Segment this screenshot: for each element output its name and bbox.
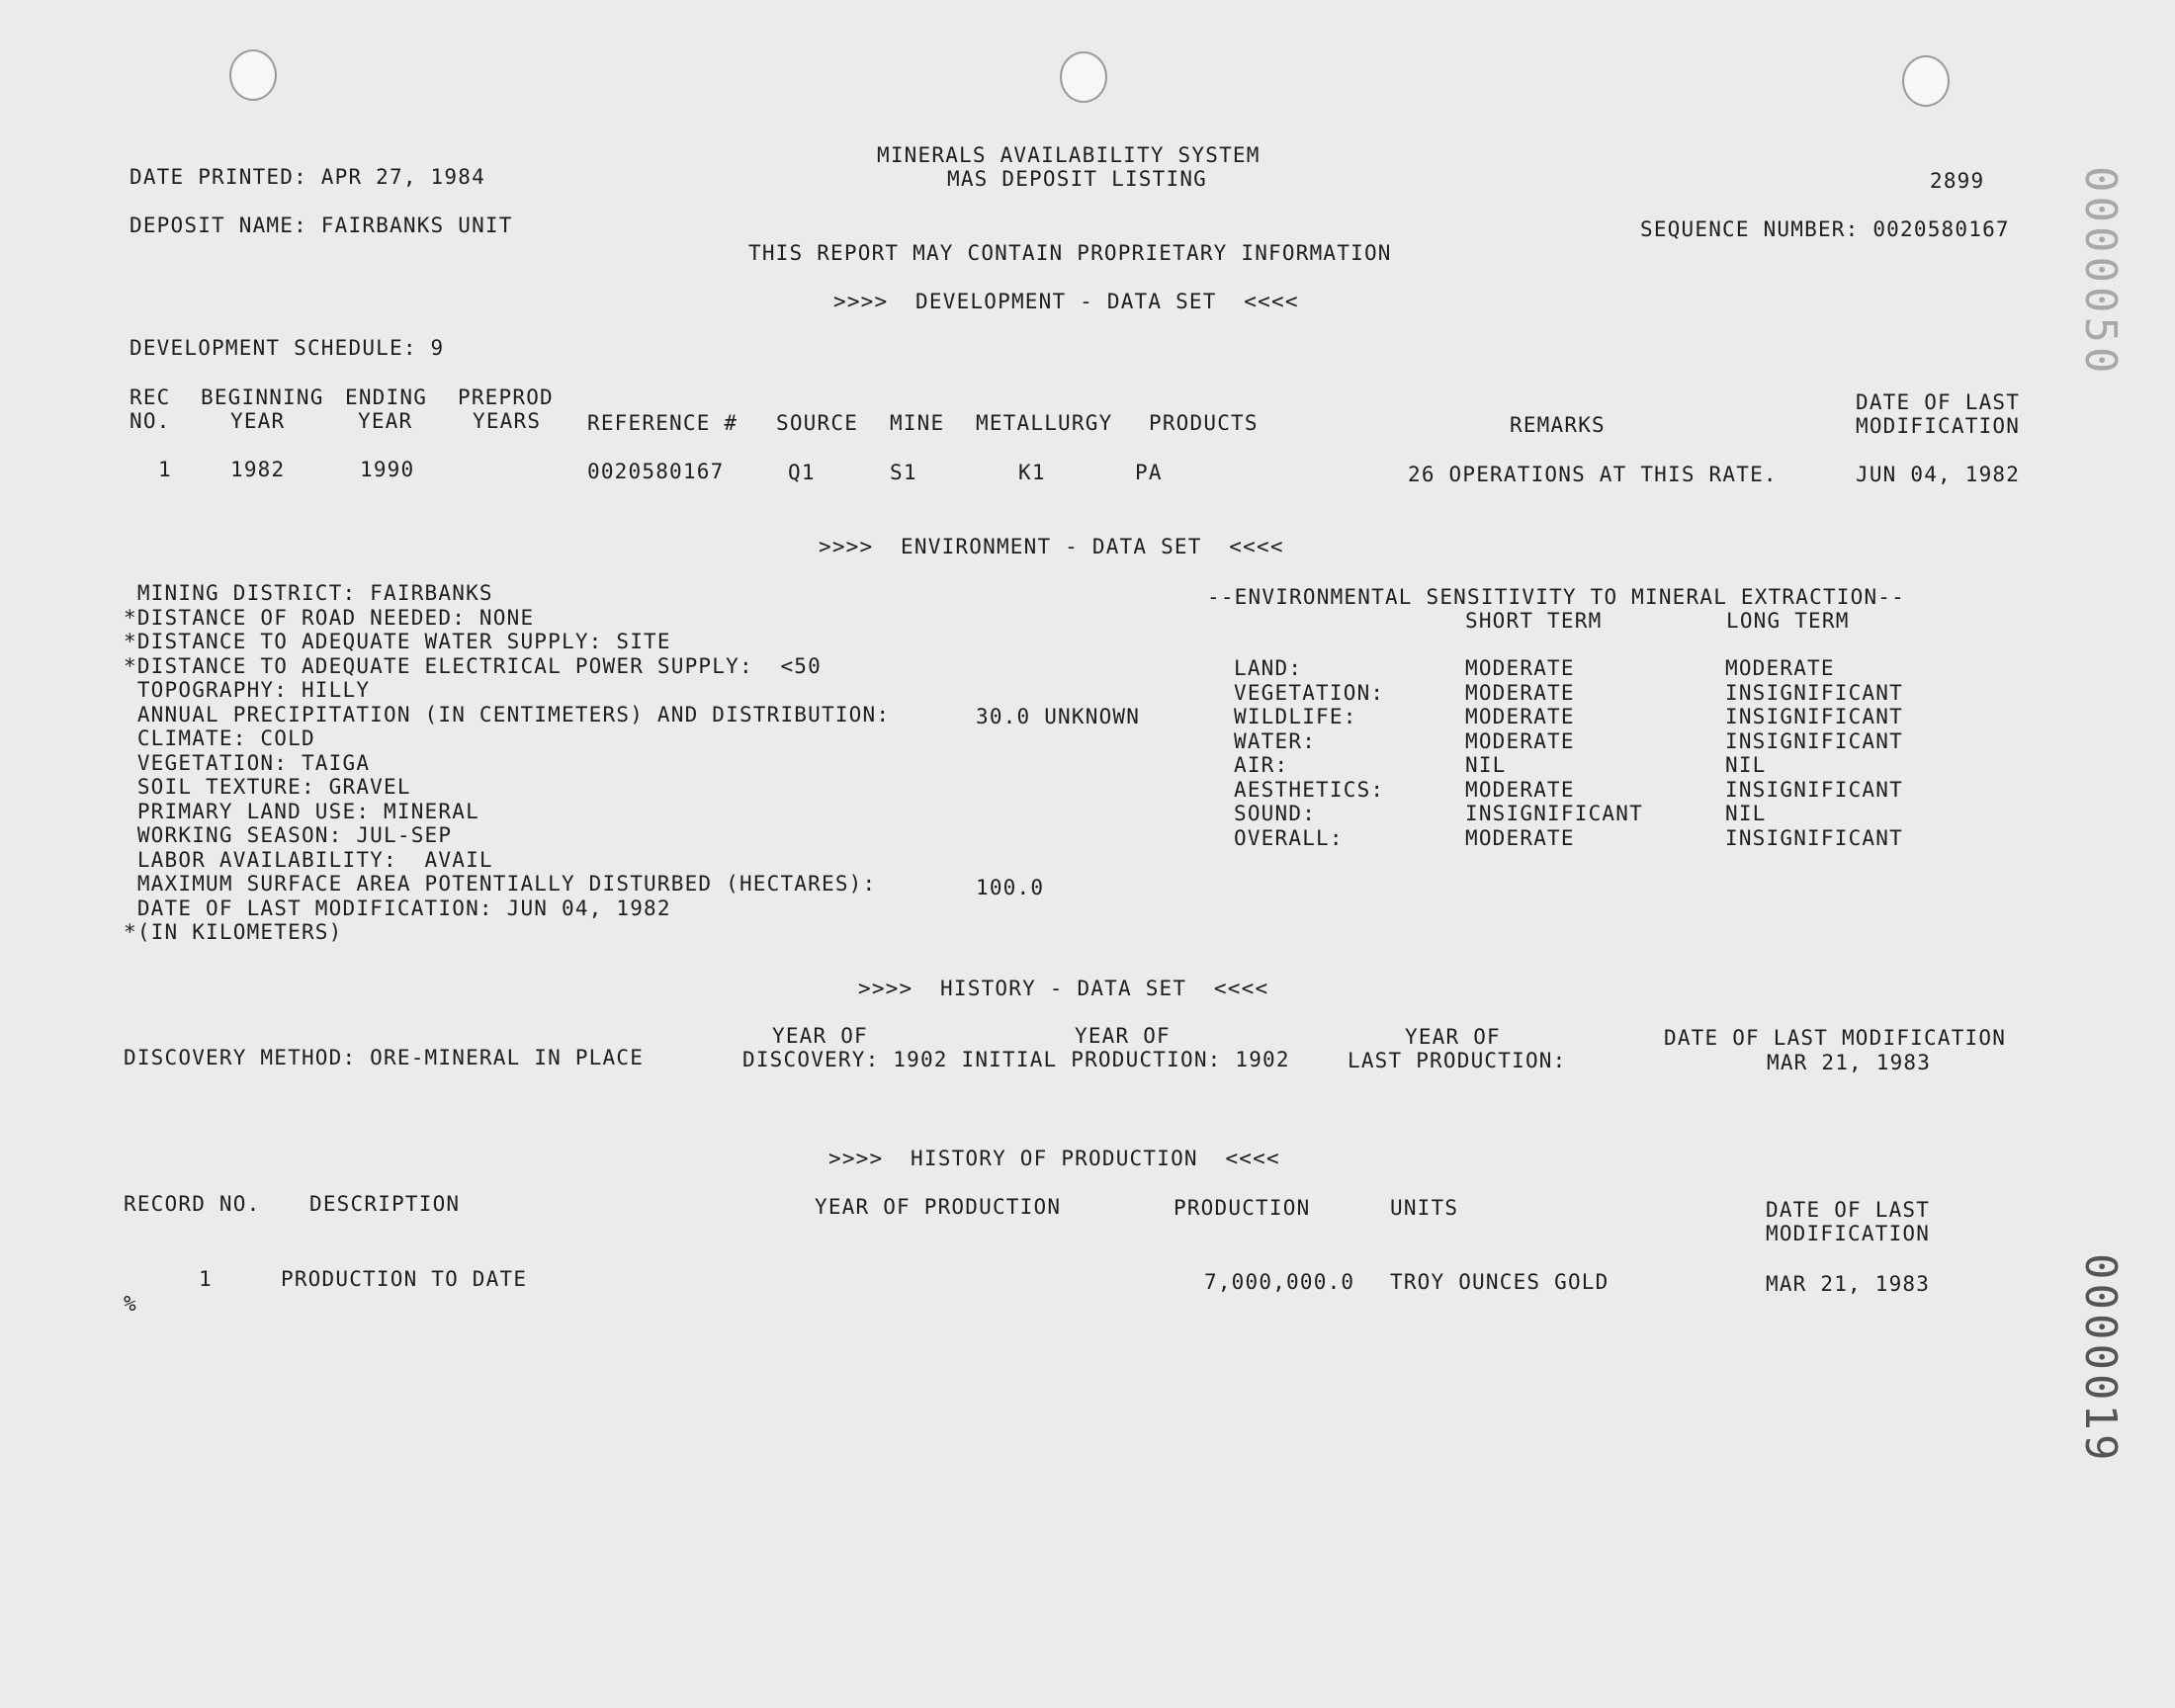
long-term-label: LONG TERM <box>1726 609 1850 633</box>
sensitivity-long: NIL <box>1725 802 1767 825</box>
prod-header-record-no: RECORD NO. <box>124 1192 261 1216</box>
env-line: *DISTANCE OF ROAD NEEDED: NONE <box>124 605 535 630</box>
dev-header-modified-2: MODIFICATION <box>1856 414 2021 438</box>
sensitivity-short: MODERATE <box>1465 705 1575 728</box>
sensitivity-factor: LAND: <box>1234 656 1303 680</box>
prod-header-modified-2: MODIFICATION <box>1766 1222 1931 1245</box>
history-section-title: >>>> HISTORY - DATA SET <<<< <box>858 977 1269 1000</box>
sensitivity-short: MODERATE <box>1465 656 1575 680</box>
sensitivity-long: INSIGNIFICANT <box>1725 680 1903 705</box>
production-section-title: >>>> HISTORY OF PRODUCTION <<<< <box>828 1147 1280 1170</box>
sequence-number: SEQUENCE NUMBER: 0020580167 <box>1640 217 2010 241</box>
env-line: TOPOGRAPHY: HILLY <box>124 678 371 702</box>
env-line: LABOR AVAILABILITY: AVAIL <box>124 847 493 872</box>
env-line: *(IN KILOMETERS) <box>124 920 343 944</box>
frame-number-top: 0000050 <box>2075 166 2126 378</box>
env-line: MINING DISTRICT: FAIRBANKS <box>124 581 493 605</box>
frame-number-bottom: 0000019 <box>2075 1253 2126 1465</box>
sensitivity-factor: SOUND: <box>1234 802 1317 825</box>
last-production-label: LAST PRODUCTION: <box>1348 1049 1567 1072</box>
prod-row-modified: MAR 21, 1983 <box>1766 1272 1931 1296</box>
precipitation-value: 30.0 UNKNOWN <box>976 705 1141 728</box>
dev-header-reference: REFERENCE # <box>587 411 739 435</box>
dev-header-products: PRODUCTS <box>1149 411 1259 435</box>
proprietary-notice: THIS REPORT MAY CONTAIN PROPRIETARY INFORMATION <box>748 241 1392 265</box>
sensitivity-long: INSIGNIFICANT <box>1725 825 1903 850</box>
dev-header-preprod-2: YEARS <box>473 409 542 433</box>
end-of-record-mark: % <box>124 1292 137 1316</box>
sensitivity-short: NIL <box>1465 753 1507 777</box>
sensitivity-factor: AIR: <box>1234 753 1289 777</box>
punch-hole-center <box>1060 51 1107 103</box>
sensitivity-long: INSIGNIFICANT <box>1725 728 1903 753</box>
dev-header-beginning-1: BEGINNING <box>201 385 324 409</box>
environment-section-title: >>>> ENVIRONMENT - DATA SET <<<< <box>819 535 1284 558</box>
dev-header-source: SOURCE <box>776 411 859 435</box>
dev-header-remarks: REMARKS <box>1510 413 1606 437</box>
env-line: WORKING SEASON: JUL-SEP <box>124 823 453 847</box>
dev-row-ending: 1990 <box>360 458 415 481</box>
dev-header-beginning-2: YEAR <box>230 409 286 433</box>
dev-row-mine: S1 <box>890 461 917 484</box>
sensitivity-factor: WILDLIFE: <box>1234 705 1357 728</box>
env-line: ANNUAL PRECIPITATION (IN CENTIMETERS) AND DISTRIBUTION: <box>124 702 891 726</box>
env-line: *DISTANCE TO ADEQUATE WATER SUPPLY: SITE <box>124 630 671 653</box>
dev-row-modified: JUN 04, 1982 <box>1856 463 2021 486</box>
discovery-production-years: DISCOVERY: 1902 INITIAL PRODUCTION: 1902 <box>742 1048 1290 1071</box>
sensitivity-short: INSIGNIFICANT <box>1465 802 1643 825</box>
sensitivity-long: NIL <box>1725 753 1767 777</box>
development-schedule: DEVELOPMENT SCHEDULE: 9 <box>130 336 445 360</box>
dev-row-remarks: 26 OPERATIONS AT THIS RATE. <box>1408 463 1778 486</box>
listing-title: MAS DEPOSIT LISTING <box>947 167 1208 191</box>
prod-row-units: TROY OUNCES GOLD <box>1390 1270 1610 1294</box>
history-year-of-initial-label: YEAR OF <box>1075 1024 1171 1048</box>
prod-header-year: YEAR OF PRODUCTION <box>815 1195 1062 1219</box>
sensitivity-long: INSIGNIFICANT <box>1725 705 1903 728</box>
sensitivity-title: --ENVIRONMENTAL SENSITIVITY TO MINERAL EXTRACTION-- <box>1207 585 1905 609</box>
page-number: 2899 <box>1930 169 1985 193</box>
sensitivity-long: INSIGNIFICANT <box>1725 777 1903 802</box>
env-line: SOIL TEXTURE: GRAVEL <box>124 775 411 799</box>
env-line: *DISTANCE TO ADEQUATE ELECTRICAL POWER SUPPLY: <50 <box>124 653 822 678</box>
sensitivity-factor: AESTHETICS: <box>1234 777 1385 802</box>
sensitivity-factor: VEGETATION: <box>1234 680 1385 705</box>
short-term-label: SHORT TERM <box>1465 609 1603 633</box>
prod-row-description: PRODUCTION TO DATE <box>281 1267 528 1291</box>
env-line: MAXIMUM SURFACE AREA POTENTIALLY DISTURBED (HECTARES): <box>124 872 877 896</box>
sensitivity-short: MODERATE <box>1465 728 1575 753</box>
sensitivity-factor: WATER: <box>1234 728 1317 753</box>
sensitivity-table <box>1234 656 1926 854</box>
dev-row-reference: 0020580167 <box>587 460 725 483</box>
history-year-of-last-label: YEAR OF <box>1405 1025 1501 1049</box>
history-modified-date: MAR 21, 1983 <box>1767 1051 1932 1074</box>
sensitivity-short: MODERATE <box>1465 680 1575 705</box>
system-title: MINERALS AVAILABILITY SYSTEM <box>877 143 1261 167</box>
discovery-method: DISCOVERY METHOD: ORE-MINERAL IN PLACE <box>124 1046 645 1069</box>
prod-row-record: 1 <box>199 1267 213 1291</box>
dev-header-mine: MINE <box>890 411 945 435</box>
dev-header-ending-1: ENDING <box>345 385 428 409</box>
surface-area-value: 100.0 <box>976 876 1045 899</box>
sensitivity-long: MODERATE <box>1725 656 1835 680</box>
dev-row-source: Q1 <box>788 461 816 484</box>
dev-header-ending-2: YEAR <box>358 409 413 433</box>
dev-header-rec-1: REC <box>130 385 171 409</box>
punch-hole-right <box>1902 55 1950 107</box>
env-line: CLIMATE: COLD <box>124 726 315 750</box>
sensitivity-factor: OVERALL: <box>1234 825 1344 850</box>
env-line: PRIMARY LAND USE: MINERAL <box>124 799 479 823</box>
sensitivity-short: MODERATE <box>1465 777 1575 802</box>
development-section-title: >>>> DEVELOPMENT - DATA SET <<<< <box>833 290 1299 313</box>
dev-row-beginning: 1982 <box>230 458 286 481</box>
dev-header-rec-2: NO. <box>130 409 171 433</box>
date-printed: DATE PRINTED: APR 27, 1984 <box>130 165 485 189</box>
prod-header-units: UNITS <box>1390 1196 1459 1220</box>
sensitivity-short: MODERATE <box>1465 825 1575 850</box>
dev-header-modified-1: DATE OF LAST <box>1856 390 2021 414</box>
dev-header-metallurgy: METALLURGY <box>976 411 1113 435</box>
dev-row-rec: 1 <box>158 458 172 481</box>
env-line: DATE OF LAST MODIFICATION: JUN 04, 1982 <box>124 896 671 920</box>
prod-header-production: PRODUCTION <box>1174 1196 1311 1220</box>
history-year-of-discovery-label: YEAR OF <box>772 1024 868 1048</box>
dev-header-preprod-1: PREPROD <box>458 385 554 409</box>
prod-row-production: 7,000,000.0 <box>1204 1270 1355 1294</box>
prod-header-description: DESCRIPTION <box>309 1192 461 1216</box>
punch-hole-left <box>229 49 277 101</box>
dev-row-products: PA <box>1135 461 1163 484</box>
dev-row-metallurgy: K1 <box>1018 461 1046 484</box>
prod-header-modified-1: DATE OF LAST <box>1766 1198 1931 1222</box>
deposit-name: DEPOSIT NAME: FAIRBANKS UNIT <box>130 214 513 237</box>
env-line: VEGETATION: TAIGA <box>124 750 371 775</box>
history-modified-label: DATE OF LAST MODIFICATION <box>1664 1026 2007 1050</box>
